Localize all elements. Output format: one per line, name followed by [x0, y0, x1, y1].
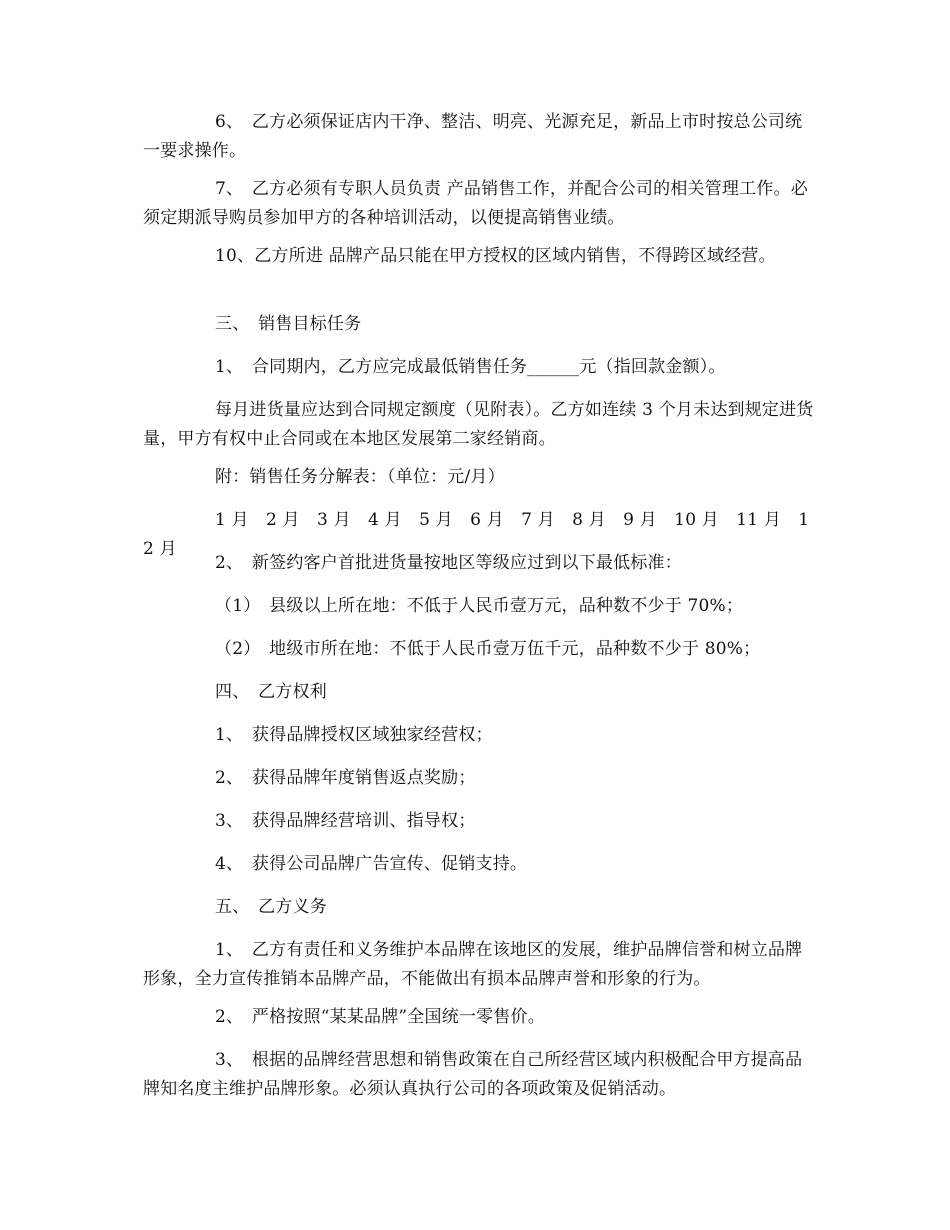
month-row: 1 月 2 月 3 月 4 月 5 月 6 月 7 月 8 月 9 月 10 月 11 月 12 月 — [143, 510, 810, 559]
first-order-standard-city: （2） 地级市所在地：不低于人民币壹万伍千元，品种数不少于 80%； — [215, 639, 761, 659]
rights-item-2: 2、 获得品牌年度销售返点奖励； — [215, 768, 476, 788]
section-heading-sales-targets: 三、 销售目标任务 — [215, 314, 362, 334]
obligation-item-1: 1、 乙方有责任和义务维护本品牌在该地区的发展，维护品牌信誉和树立品牌形象，全力宣传推销本品牌产品，不能做出有损本品牌声誉和形象的行为。 — [143, 940, 803, 989]
obligation-item-2: 2、 严格按照“某某品牌”全国统一零售价。 — [215, 1007, 545, 1027]
rights-item-1: 1、 获得品牌授权区域独家经营权； — [215, 725, 493, 745]
target-clause-1-minimum-sales: 1、 合同期内，乙方应完成最低销售任务______元（指回款金额）。 — [215, 357, 726, 377]
clause-6-store-cleanliness: 6、 乙方必须保证店内干净、整洁、明亮、光源充足，新品上市时按总公司统一要求操作。 — [143, 112, 803, 161]
section-heading-party-b-obligations: 五、 乙方义务 — [215, 897, 327, 917]
monthly-purchase-requirement: 每月进货量应达到合同规定额度（见附表）。乙方如连续 3 个月未达到规定进货量，甲方有权中止合同或在本地区发展第二家经销商。 — [143, 400, 814, 449]
clause-7-dedicated-staff: 7、 乙方必须有专职人员负责 产品销售工作，并配合公司的相关管理工作。必须定期派导购员参加甲方的各种培训活动，以便提高销售业绩。 — [143, 179, 808, 228]
rights-item-4: 4、 获得公司品牌广告宣传、促销支持。 — [215, 854, 528, 874]
target-clause-2-first-order: 2、 新签约客户首批进货量按地区等级应过到以下最低标准： — [215, 553, 682, 573]
first-order-standard-county: （1） 县级以上所在地：不低于人民币壹万元，品种数不少于 70%； — [215, 596, 744, 616]
clause-10-authorized-region: 10、乙方所进 品牌产品只能在甲方授权的区域内销售，不得跨区域经营。 — [215, 246, 776, 266]
obligation-item-3: 3、 根据的品牌经营思想和销售政策在自己所经营区域内积极配合甲方提高品牌知名度主维护品牌形象。必须认真执行公司的各项政策及促销活动。 — [143, 1050, 803, 1099]
rights-item-3: 3、 获得品牌经营培训、指导权； — [215, 811, 476, 831]
sales-breakdown-table-caption: 附：销售任务分解表：（单位：元/月） — [215, 467, 505, 487]
section-heading-party-b-rights: 四、 乙方权利 — [215, 682, 327, 702]
